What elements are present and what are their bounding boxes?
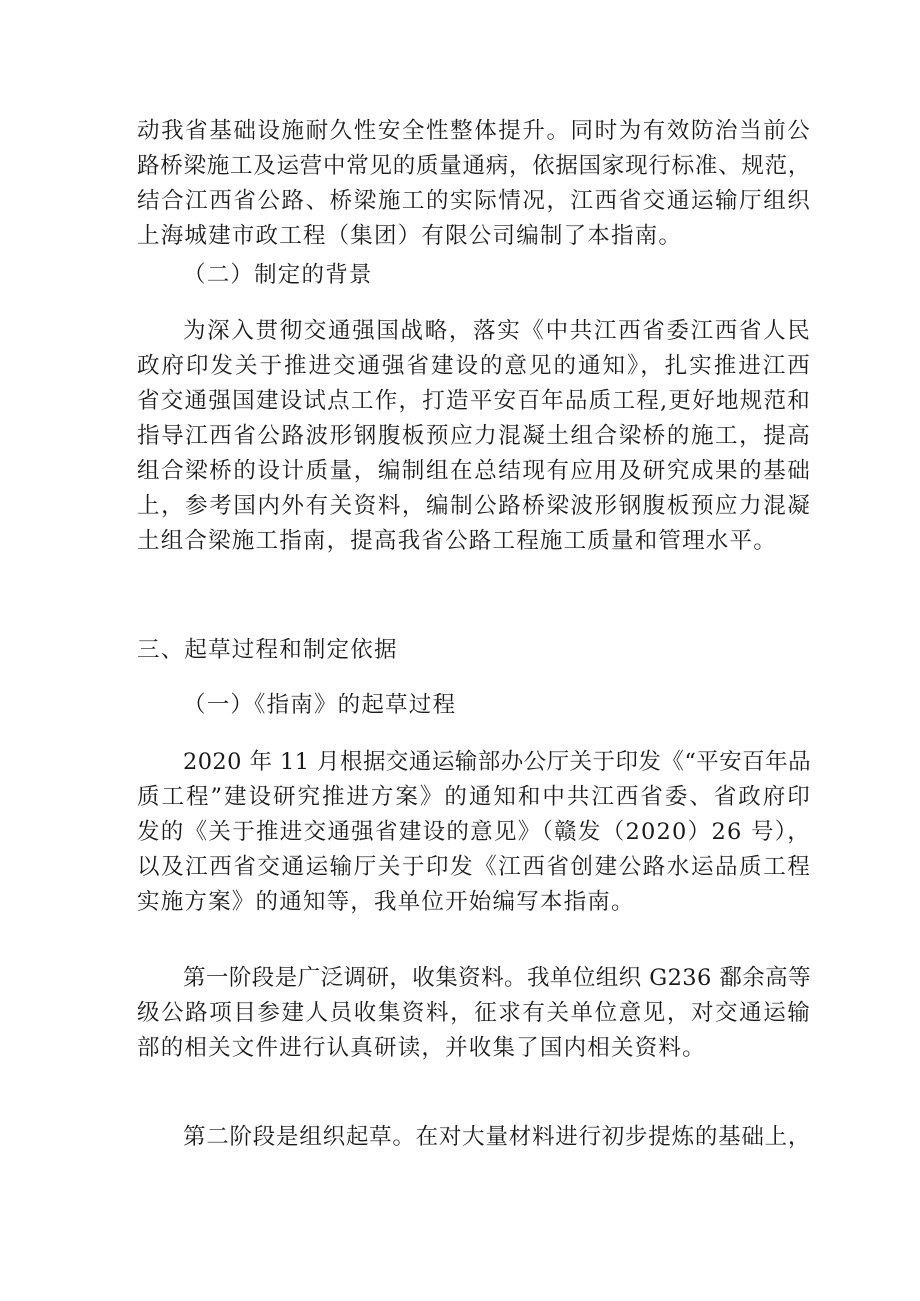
- paragraph-3-line-2: 质工程”建设研究推进方案》的通知和中共江西省委、省政府印: [137, 784, 811, 810]
- paragraph-3-line-5: 实施方案》的通知等，我单位开始编写本指南。: [137, 889, 635, 915]
- paragraph-4-line-3: 部的相关文件进行认真研读，并收集了国内相关资料。: [137, 1035, 706, 1061]
- paragraph-2: [137, 314, 811, 559]
- paragraph-3-line-1: 2020 年 11 月根据交通运输部办公厅关于印发《“平安百年品: [183, 749, 811, 775]
- paragraph-4-line-2: 级公路项目参建人员收集资料，征求有关单位意见，对交通运输: [137, 1000, 811, 1026]
- paragraph-3-line-4: 以及江西省交通运输厅关于印发《江西省创建公路水运品质工程: [137, 854, 811, 880]
- paragraph-2-line-3: 省交通强国建设试点工作，打造平安百年品质工程,更好地规范和: [137, 388, 811, 414]
- paragraph-4-line-1: 第一阶段是广泛调研，收集资料。我单位组织 G236 鄱余高等: [183, 965, 811, 991]
- paragraph-3: [137, 745, 811, 920]
- paragraph-2-line-7: 土组合梁施工指南，提高我省公路工程施工质量和管理水平。: [137, 528, 777, 554]
- paragraph-1: [137, 114, 811, 254]
- paragraph-1-line-2: 路桥梁施工及运营中常见的质量通病，依据国家现行标准、规范，: [137, 153, 811, 179]
- paragraph-2-line-1: 为深入贯彻交通强国战略，落实《中共江西省委江西省人民: [183, 318, 811, 344]
- paragraph-5-line-1: 第二阶段是组织起草。在对大量材料进行初步提炼的基础上，: [183, 1124, 811, 1150]
- paragraph-2-line-5: 组合梁桥的设计质量，编制组在总结现有应用及研究成果的基础: [137, 458, 811, 484]
- paragraph-3-line-3: 发的《关于推进交通强省建设的意见》（赣发（2020）26 号），: [137, 819, 811, 845]
- paragraph-2-line-6: 上，参考国内外有关资料，编制公路桥梁波形钢腹板预应力混凝: [137, 493, 811, 519]
- paragraph-1-line-4: 上海城建市政工程（集团）有限公司编制了本指南。: [137, 223, 683, 249]
- paragraph-2-line-4: 指导江西省公路波形钢腹板预应力混凝土组合梁桥的施工，提高: [137, 423, 811, 449]
- subheading-drafting-process: （一）《指南》的起草过程: [183, 692, 457, 718]
- paragraph-4: [137, 961, 811, 1066]
- paragraph-1-line-3: 结合江西省公路、桥梁施工的实际情况，江西省交通运输厅组织: [137, 188, 811, 214]
- subheading-background: （二）制定的背景: [183, 262, 373, 288]
- section-heading-3: 三、起草过程和制定依据: [137, 637, 398, 663]
- paragraph-1-line-1: 动我省基础设施耐久性安全性整体提升。同时为有效防治当前公: [137, 118, 811, 144]
- paragraph-2-line-2: 政府印发关于推进交通强省建设的意见的通知》，扎实推进江西: [137, 353, 811, 379]
- paragraph-5: [137, 1120, 811, 1155]
